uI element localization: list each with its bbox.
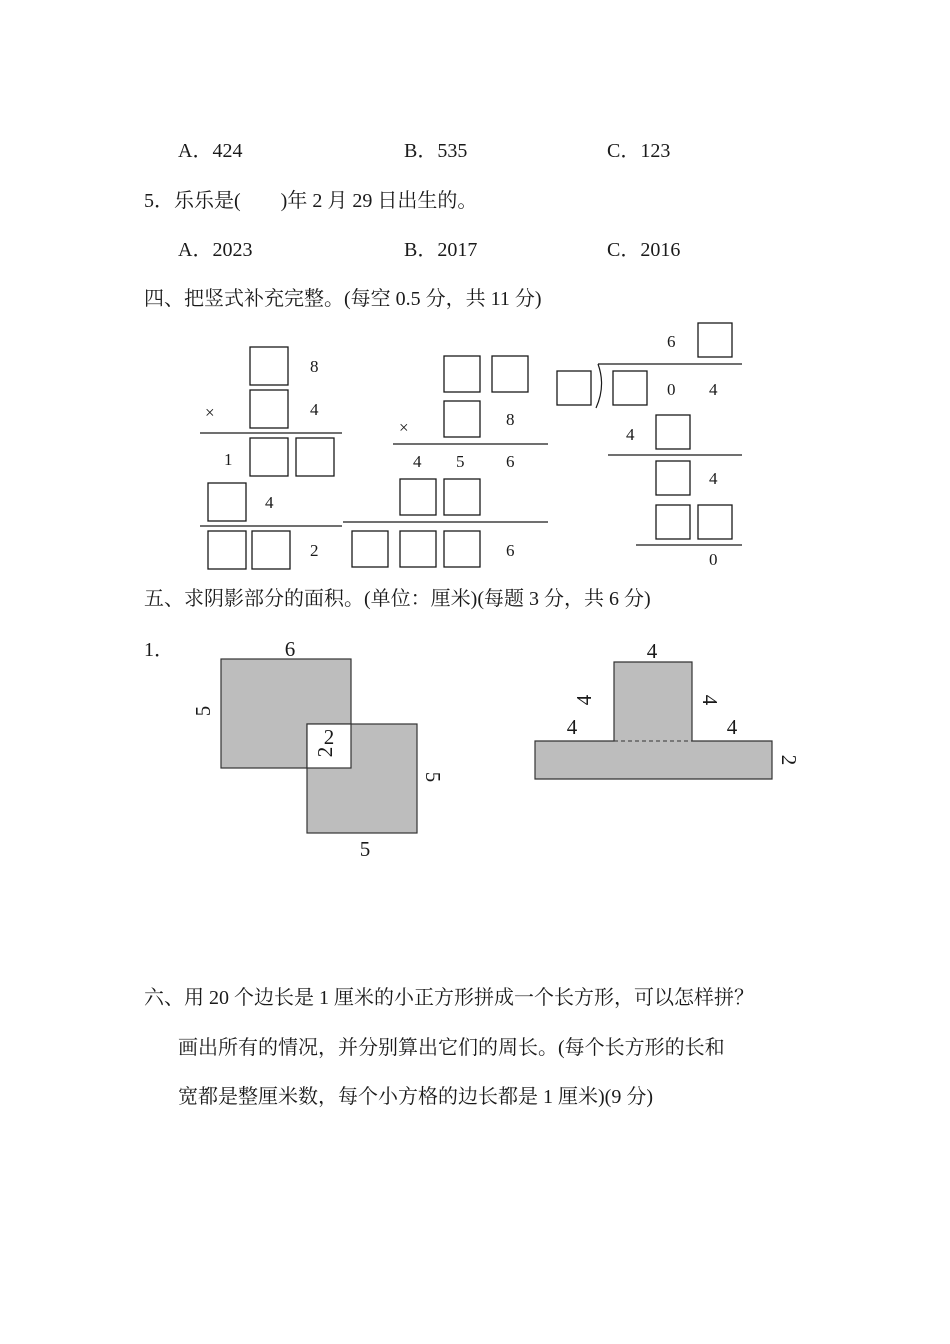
calc2-times-sign: × (399, 418, 409, 437)
fig1-label-left: 5 (191, 705, 215, 717)
q5-stem: 5．乐乐是( )年 2 月 29 日出生的。 (144, 190, 478, 212)
figure-2 (535, 639, 801, 779)
calc2-digit-6b: 6 (506, 541, 515, 560)
calc1-digit-8: 8 (310, 357, 319, 376)
fig2-label-left-up: 4 (572, 694, 596, 706)
calc2-digit-4: 4 (413, 452, 422, 471)
section6-line-3: 宽都是整厘米数，每个小方格的边长都是 1 厘米)(9 分) (178, 1086, 653, 1108)
fig1-label-top: 6 (284, 637, 296, 661)
section6-line-1: 六、用 20 个边长是 1 厘米的小正方形拼成一个长方形，可以怎样拼？ (144, 987, 754, 1009)
calc3-remainder-4: 4 (709, 469, 718, 488)
fig2-label-height: 2 (777, 754, 801, 766)
q5-option-a: A．2023 (178, 239, 253, 261)
section6-line-2: 画出所有的情况，并分别算出它们的周长。(每个长方形的长和 (178, 1037, 725, 1059)
figure-1 (191, 637, 445, 861)
calc3-sub-4: 4 (626, 425, 635, 444)
calc1-digit-2: 2 (310, 541, 319, 560)
fig2-label-right-up: 4 (698, 694, 722, 706)
fig2-label-right-ledge: 4 (726, 715, 738, 739)
section5-title: 五、求阴影部分的面积。(单位：厘米)(每题 3 分，共 6 分) (144, 588, 651, 610)
calc3-quotient-6: 6 (667, 332, 676, 351)
q4-option-b: B．535 (404, 140, 468, 162)
fig1-label-overlap-w: 2 (323, 725, 335, 749)
calc3-digit-4: 4 (709, 380, 718, 399)
fig1-label-bottom: 5 (359, 837, 371, 861)
calc1-digit-1: 1 (224, 450, 233, 469)
q4-option-c: C．123 (607, 140, 671, 162)
q4-option-a: A．424 (178, 140, 243, 162)
section4-title: 四、把竖式补充完整。(每空 0.5 分，共 11 分) (144, 288, 542, 310)
q5-option-b: B．2017 (404, 239, 478, 261)
fig1-label-right: 5 (421, 771, 445, 783)
q5-option-c: C．2016 (607, 239, 681, 261)
calc1-digit-4: 4 (310, 400, 319, 419)
calc2-digit-6: 6 (506, 452, 515, 471)
calc2-digit-8: 8 (506, 410, 515, 429)
calc2-digit-5: 5 (456, 452, 465, 471)
fig2-label-left-ledge: 4 (566, 715, 578, 739)
calc1-times-sign: × (205, 403, 215, 422)
calc1-digit-4b: 4 (265, 493, 274, 512)
fig2-label-top: 4 (646, 639, 658, 663)
calc3-zero: 0 (709, 550, 718, 569)
calc3-digit-0: 0 (667, 380, 676, 399)
section5-item-label: 1． (144, 639, 174, 661)
fig1-label-overlap-h: 2 (313, 746, 337, 758)
